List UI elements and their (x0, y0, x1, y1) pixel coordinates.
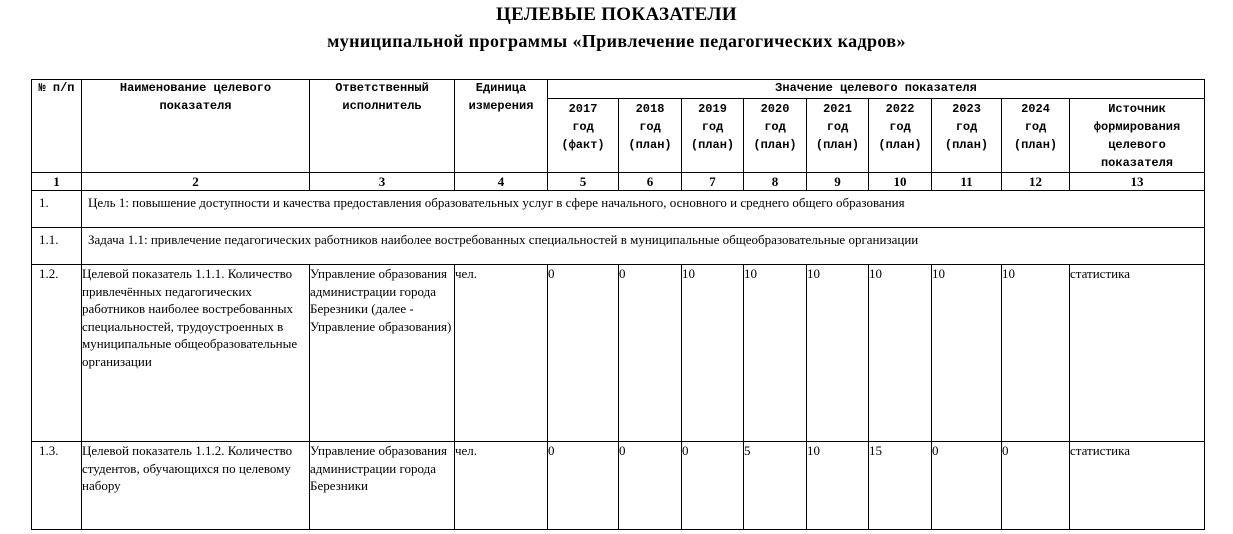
row-value-2018: 0 (619, 265, 682, 442)
header-unit: Единица измерения (455, 80, 548, 173)
column-number: 7 (682, 172, 744, 191)
row-name: Целевой показатель 1.1.1. Количество привлечённых педагогических работников наиболее востребованных специальностей, трудоустроенных в муниципальные общеобразовательные организации (82, 265, 310, 442)
row-name: Целевой показатель 1.1.2. Количество студентов, обучающихся по целевому набору (82, 442, 310, 530)
row-executor: Управление образования администрации города Березники (310, 442, 455, 530)
header-name: Наименование целевого показателя (82, 80, 310, 173)
row-unit: чел. (455, 442, 548, 530)
task-num: 1.1. (32, 228, 82, 265)
header-year-2021: 2021 год (план) (807, 98, 869, 172)
header-year-2019: 2019 год (план) (682, 98, 744, 172)
header-year-2017: 2017 год (факт) (548, 98, 619, 172)
document-subtitle: муниципальной программы «Привлечение педагогических кадров» (327, 31, 906, 51)
column-number: 8 (744, 172, 807, 191)
row-value-2020: 5 (744, 442, 807, 530)
row-value-2020: 10 (744, 265, 807, 442)
document-title: ЦЕЛЕВЫЕ ПОКАЗАТЕЛИ (496, 4, 737, 25)
column-number: 9 (807, 172, 869, 191)
header-executor: Ответственный исполнитель (310, 80, 455, 173)
column-number: 13 (1070, 172, 1205, 191)
row-value-2022: 15 (869, 442, 932, 530)
column-number: 12 (1002, 172, 1070, 191)
header-year-2018: 2018 год (план) (619, 98, 682, 172)
header-source: Источник формирования целевого показателя (1070, 98, 1205, 172)
row-value-2017: 0 (548, 442, 619, 530)
row-num: 1.2. (32, 265, 82, 442)
task-row (32, 228, 1205, 265)
column-number: 3 (310, 172, 455, 191)
row-value-2023: 10 (932, 265, 1002, 442)
goal-text: Цель 1: повышение доступности и качества предоставления образовательных услуг в сфере начального, основного и среднего общего образования (82, 191, 1205, 228)
row-unit: чел. (455, 265, 548, 442)
column-number: 1 (32, 172, 82, 191)
task-text: Задача 1.1: привлечение педагогических работников наиболее востребованных специальностей в муниципальные общеобразовательные организации (82, 228, 1205, 265)
row-value-2019: 10 (682, 265, 744, 442)
row-source: статистика (1070, 265, 1205, 442)
row-executor: Управление образования администрации города Березники (далее - Управление образования) (310, 265, 455, 442)
indicators-table (31, 79, 1205, 530)
header-year-2022: 2022 год (план) (869, 98, 932, 172)
row-value-2022: 10 (869, 265, 932, 442)
goal-row (32, 191, 1205, 228)
row-value-2023: 0 (932, 442, 1002, 530)
column-number: 2 (82, 172, 310, 191)
row-value-2021: 10 (807, 442, 869, 530)
row-source: статистика (1070, 442, 1205, 530)
column-number: 5 (548, 172, 619, 191)
header-year-2023: 2023 год (план) (932, 98, 1002, 172)
column-number: 10 (869, 172, 932, 191)
header-num: № п/п (32, 80, 82, 173)
row-value-2024: 0 (1002, 442, 1070, 530)
row-value-2021: 10 (807, 265, 869, 442)
row-num: 1.3. (32, 442, 82, 530)
row-value-2018: 0 (619, 442, 682, 530)
goal-num: 1. (32, 191, 82, 228)
table-row (32, 265, 1205, 442)
column-number: 6 (619, 172, 682, 191)
column-number: 4 (455, 172, 548, 191)
header-year-2020: 2020 год (план) (744, 98, 807, 172)
row-value-2019: 0 (682, 442, 744, 530)
column-number: 11 (932, 172, 1002, 191)
table-row (32, 442, 1205, 530)
header-year-2024: 2024 год (план) (1002, 98, 1070, 172)
row-value-2024: 10 (1002, 265, 1070, 442)
row-value-2017: 0 (548, 265, 619, 442)
header-value-group: Значение целевого показателя (548, 80, 1205, 99)
